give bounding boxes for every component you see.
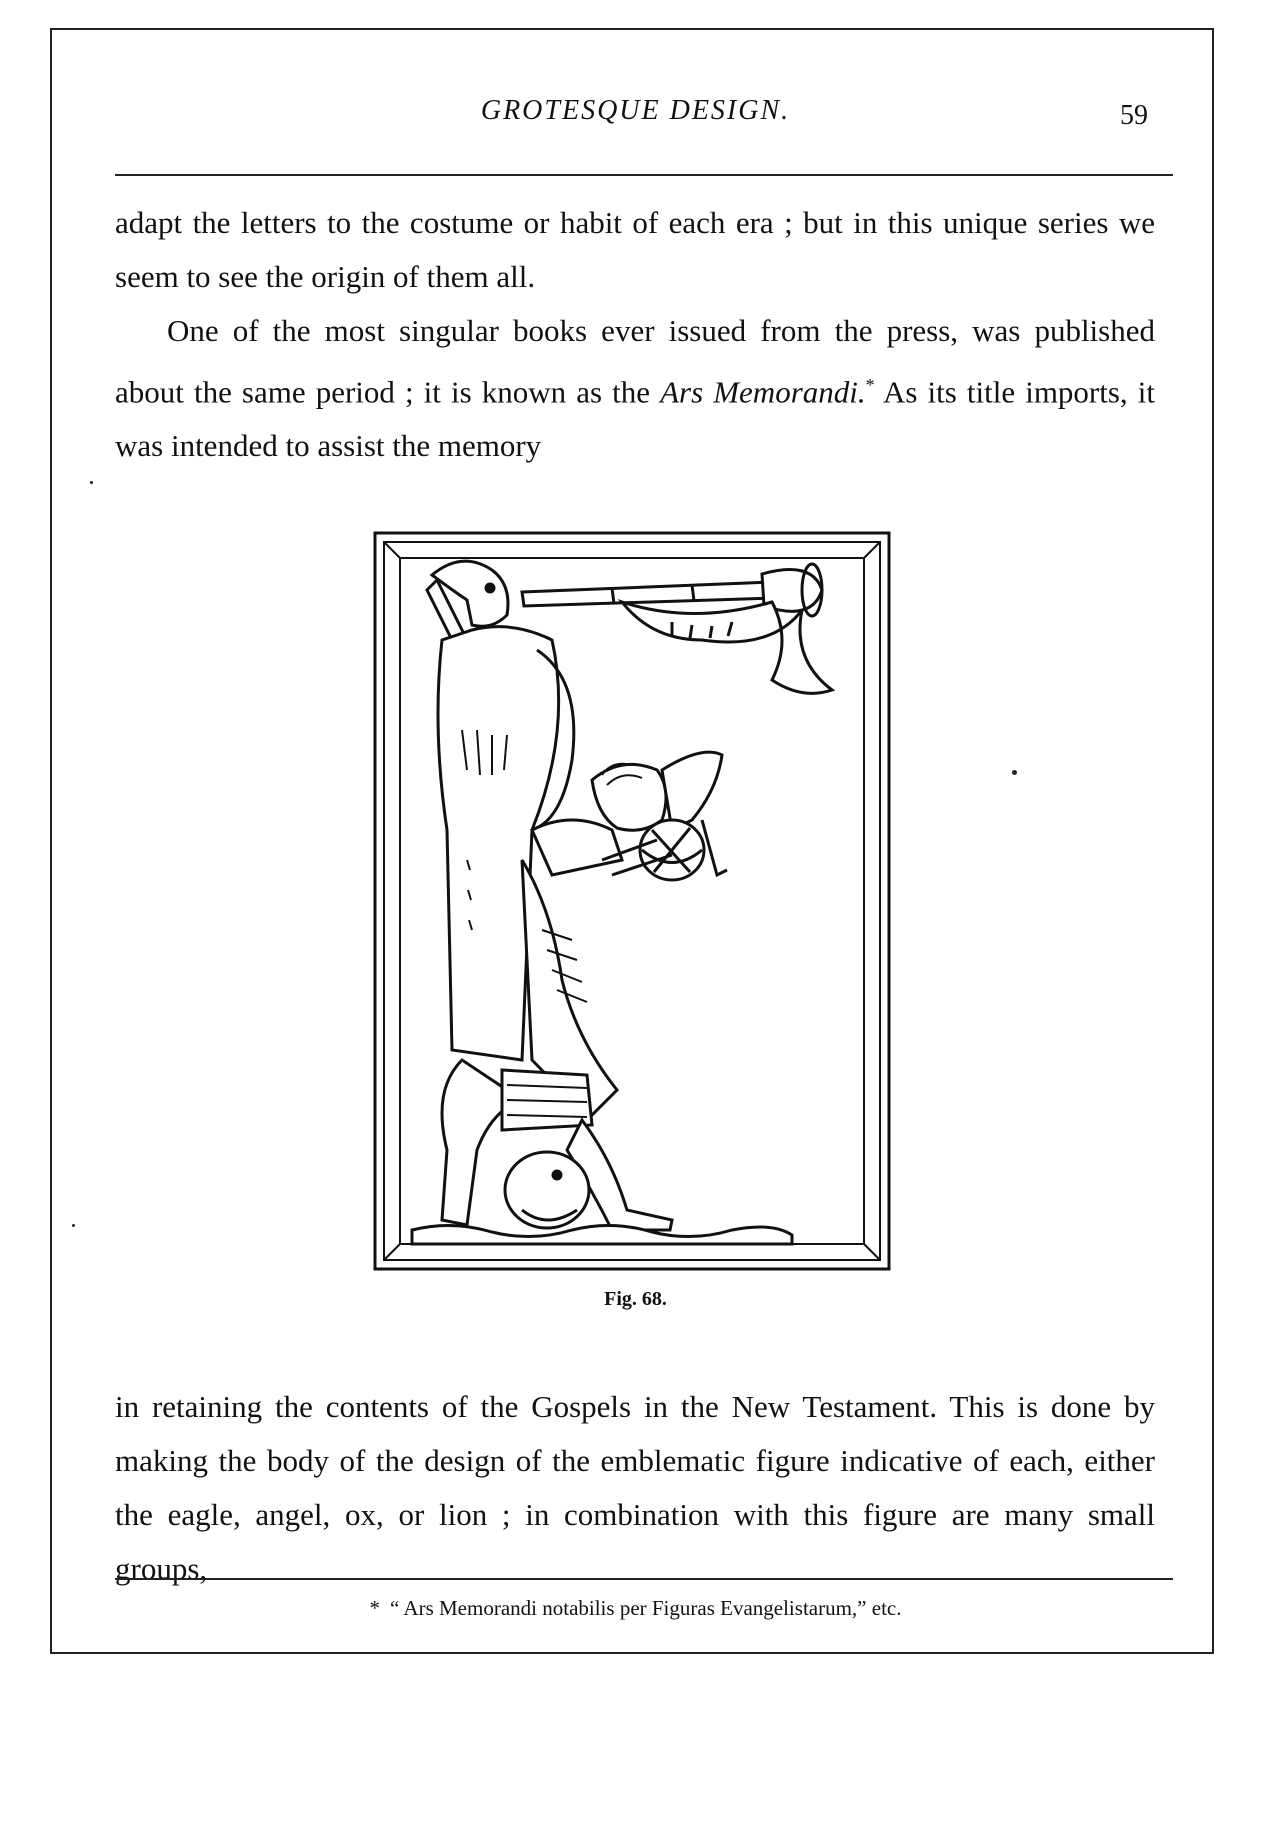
- ink-speck: [90, 481, 93, 484]
- footnote-reference: *: [865, 375, 875, 395]
- text-block-bottom: [115, 1380, 1155, 1596]
- paragraph-2: [115, 304, 1155, 473]
- paragraph-3: in retaining the contents of the Gospels in the New Testament. This is done by making the body of the design of the emblematic figure indicative of each, either the eagle, angel, ox, or lion ; in combination with this figure are many small groups,: [115, 1389, 1155, 1586]
- footnote-rule: [115, 1578, 1173, 1580]
- footnote: [0, 1596, 1271, 1621]
- crouching-figure: [442, 1060, 672, 1230]
- text-block-top: [115, 196, 1155, 473]
- paragraph-2-lead: One of the most singular books ever issued from the press, was published about the same period ; it is known as the: [115, 313, 1155, 410]
- ground: [412, 1225, 792, 1244]
- footnote-text: “ Ars Memorandi notabilis per Figuras Evangelistarum,” etc.: [390, 1596, 902, 1620]
- book-title: Ars Memorandi.: [660, 374, 866, 410]
- paragraph-1: adapt the letters to the costume or habit of each era ; but in this unique series we seem to see the origin of them all.: [115, 205, 1155, 294]
- paragraph-2-tail: As its title imports, it was intended to assist the memory: [115, 374, 1155, 464]
- trumpet: [522, 564, 822, 616]
- header-rule: [115, 174, 1173, 176]
- ink-speck: [1012, 770, 1017, 775]
- ink-speck: [72, 1224, 75, 1227]
- drummer: [532, 752, 727, 880]
- running-head: GROTESQUE DESIGN.: [480, 95, 791, 126]
- page-number: 59: [1120, 100, 1148, 131]
- woodcut-figure: [372, 530, 892, 1272]
- banner: [622, 602, 832, 693]
- footnote-mark: *: [369, 1596, 381, 1620]
- figure-caption: Fig. 68.: [604, 1288, 667, 1310]
